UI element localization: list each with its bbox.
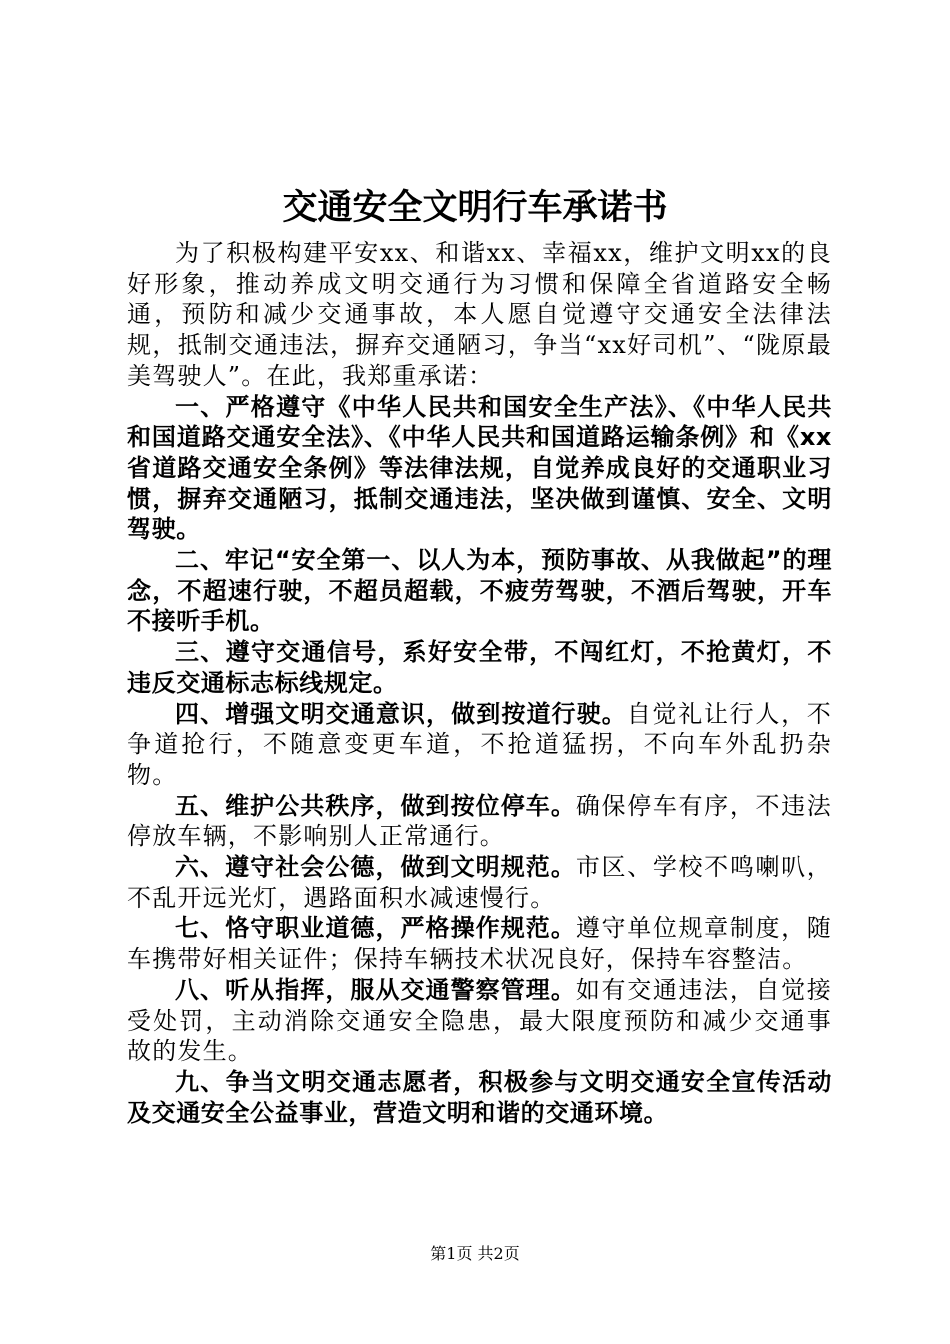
pledge-item-detail: 如有交通违法，自觉接受处罚，主动消除交通安全隐患，最大限度预防和减少交通事故的发生。	[127, 975, 832, 1066]
pledge-item-detail: 确保停车有序，不违法停放车辆，不影响别人正常通行。	[127, 791, 832, 851]
pledge-item-detail: 遵守单位规章制度，随车携带好相关证件；保持车辆技术状况良好，保持车容整洁。	[127, 914, 832, 974]
pledge-item-7	[127, 913, 832, 974]
pledge-item-9	[127, 1067, 832, 1128]
document-body	[127, 238, 832, 1128]
pledge-item-heading: 三、遵守交通信号，系好安全带，不闯红灯，不抢黄灯，不违反交通标志标线规定。	[127, 638, 832, 697]
pledge-item-8	[127, 975, 832, 1067]
page-title: 交通安全文明行车承诺书	[282, 187, 668, 228]
pledge-item-5	[127, 791, 832, 852]
pledge-item-4	[127, 699, 832, 791]
pledge-item-2	[127, 545, 832, 637]
pledge-item-detail: 自觉礼让行人，不争道抢行，不随意变更车道，不抢道猛拐，不向车外乱扔杂物。	[127, 699, 832, 789]
pledge-item-6	[127, 852, 832, 913]
page-indicator: 第1页 共2页	[430, 1244, 520, 1263]
pledge-item-detail: 市区、学校不鸣喇叭，不乱开远光灯，遇路面积水减速慢行。	[127, 853, 832, 912]
pledge-item-heading: 四、增强文明交通意识，做到按道行驶。	[175, 699, 627, 728]
pledge-item-heading: 八、听从指挥，服从交通警察管理。	[175, 975, 576, 1004]
pledge-item-heading: 一、严格遵守《中华人民共和国安全生产法》、《中华人民共和国道路交通安全法》、《中华人民共和国道路运输条例》和《xx省道路交通安全条例》等法律法规，自觉养成良好的交通职业习惯，摒弃交通陋习，抵制交通违法，坚决做到谨慎、安全、文明驾驶。	[127, 392, 832, 544]
pledge-item-heading: 五、维护公共秩序，做到按位停车。	[175, 791, 576, 820]
pledge-item-1	[127, 392, 832, 546]
pledge-item-heading: 七、恪守职业道德，严格操作规范。	[175, 914, 576, 943]
pledge-item-heading: 六、遵守社会公德，做到文明规范。	[175, 853, 576, 882]
intro-paragraph: 为了积极构建平安xx、和谐xx、幸福xx，维护文明xx的良好形象，推动养成文明交通行为习惯和保障全省道路安全畅通，预防和减少交通事故，本人愿自觉遵守交通安全法律法规，抵制交通违法，摒弃交通陋习，争当“xx好司机”、“陇原最美驾驶人”。在此，我郑重承诺：	[127, 239, 832, 390]
page-footer	[0, 1243, 950, 1265]
pledge-item-heading: 二、牢记“安全第一、以人为本，预防事故、从我做起”的理念，不超速行驶，不超员超载，不疲劳驾驶，不酒后驾驶，开车不接听手机。	[127, 546, 832, 636]
pledge-item-heading: 九、争当文明交通志愿者，积极参与文明交通安全宣传活动及交通安全公益事业，营造文明和谐的交通环境。	[127, 1067, 832, 1127]
pledge-item-3	[127, 637, 832, 698]
